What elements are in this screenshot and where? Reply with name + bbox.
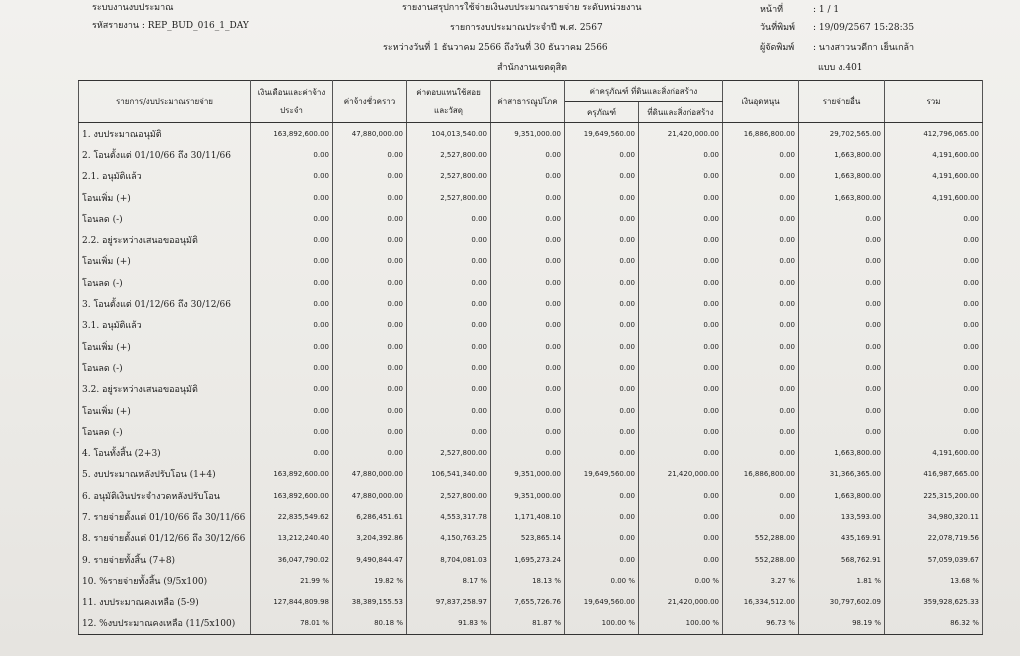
cell-value: 0.00 [491, 336, 565, 357]
cell-value: 0.00 [407, 208, 491, 229]
cell-value: 0.00 [333, 379, 407, 400]
cell-value: 78.01 % [251, 613, 333, 635]
cell-value: 4,191,600.00 [885, 187, 983, 208]
cell-value: 19,649,560.00 [565, 123, 639, 145]
cell-value: 163,892,600.00 [251, 464, 333, 485]
cell-value: 13,212,240.40 [251, 528, 333, 549]
col-header-utilities: ค่าสาธารณูปโภค [491, 81, 565, 123]
table-row [79, 187, 983, 208]
cell-value: 18.13 % [491, 570, 565, 591]
table-row [79, 251, 983, 272]
row-label: 3.1. อนุมัติแล้ว [79, 315, 251, 336]
row-label: โอนลด (-) [79, 421, 251, 442]
cell-value: 0.00 [723, 208, 799, 229]
cell-value: 0.00 [639, 187, 723, 208]
cell-value: 0.00 [251, 166, 333, 187]
printer-label: ผู้จัดพิมพ์ [760, 43, 795, 53]
cell-value: 0.00 [491, 379, 565, 400]
row-label: 2. โอนตั้งแต่ 01/10/66 ถึง 30/11/66 [79, 144, 251, 165]
cell-value: 0.00 [799, 293, 885, 314]
cell-value: 0.00 [799, 400, 885, 421]
cell-value: 0.00 [799, 379, 885, 400]
cell-value: 100.00 % [565, 613, 639, 635]
cell-value: 0.00 [251, 379, 333, 400]
cell-value: 0.00 % [565, 570, 639, 591]
cell-value: 0.00 [565, 442, 639, 463]
cell-value: 0.00 [639, 336, 723, 357]
cell-value: 0.00 [407, 229, 491, 250]
col-header-equipment: ครุภัณฑ์ [565, 102, 639, 123]
cell-value: 0.00 [639, 421, 723, 442]
table-row [79, 506, 983, 527]
cell-value: 0.00 [491, 208, 565, 229]
system-name: ระบบงานงบประมาณ [92, 3, 174, 13]
cell-value: 4,553,317.78 [407, 506, 491, 527]
cell-value: 0.00 [885, 421, 983, 442]
cell-value: 0.00 [723, 400, 799, 421]
cell-value: 0.00 [639, 251, 723, 272]
table-row [79, 272, 983, 293]
cell-value: 0.00 [799, 272, 885, 293]
row-label: 3. โอนตั้งแต่ 01/12/66 ถึง 30/12/66 [79, 293, 251, 314]
cell-value: 3,204,392.86 [333, 528, 407, 549]
cell-value: 96.73 % [723, 613, 799, 635]
cell-value: 0.00 [565, 379, 639, 400]
cell-value: 0.00 [639, 379, 723, 400]
cell-value: 16,886,800.00 [723, 464, 799, 485]
cell-value: 552,288.00 [723, 528, 799, 549]
cell-value: 416,987,665.00 [885, 464, 983, 485]
cell-value: 16,886,800.00 [723, 123, 799, 145]
cell-value: 0.00 [639, 315, 723, 336]
table-row [79, 229, 983, 250]
cell-value: 0.00 [723, 336, 799, 357]
table-row [79, 592, 983, 613]
cell-value: 0.00 [799, 336, 885, 357]
cell-value: 47,880,000.00 [333, 464, 407, 485]
cell-value: 0.00 [799, 208, 885, 229]
cell-value: 36,047,790.02 [251, 549, 333, 570]
cell-value: 0.00 [639, 485, 723, 506]
col-header-subsidy: เงินอุดหนุน [723, 81, 799, 123]
cell-value: 9,351,000.00 [491, 485, 565, 506]
cell-value: 0.00 [885, 315, 983, 336]
row-label: โอนเพิ่ม (+) [79, 336, 251, 357]
cell-value: 0.00 [333, 251, 407, 272]
cell-value: 0.00 [333, 229, 407, 250]
cell-value: 0.00 [251, 293, 333, 314]
cell-value: 0.00 [251, 187, 333, 208]
table-row [79, 315, 983, 336]
cell-value: 86.32 % [885, 613, 983, 635]
report-subtitle: รายการงบประมาณประจำปี พ.ศ. 2567 [450, 23, 603, 33]
cell-value: 0.00 [333, 357, 407, 378]
cell-value: 0.00 [885, 251, 983, 272]
col-header-other: รายจ่ายอื่น [799, 81, 885, 123]
col-header-group-assets: ค่าครุภัณฑ์ ที่ดินและสิ่งก่อสร้าง [565, 81, 723, 102]
cell-value: 0.00 [333, 293, 407, 314]
cell-value: 106,541,340.00 [407, 464, 491, 485]
cell-value: 0.00 [885, 229, 983, 250]
cell-value: 552,288.00 [723, 549, 799, 570]
cell-value: 9,351,000.00 [491, 464, 565, 485]
cell-value: 0.00 [251, 272, 333, 293]
table-row [79, 485, 983, 506]
row-label: โอนลด (-) [79, 357, 251, 378]
cell-value: 91.83 % [407, 613, 491, 635]
cell-value: 0.00 [251, 400, 333, 421]
cell-value: 1,663,800.00 [799, 485, 885, 506]
cell-value: 0.00 [723, 315, 799, 336]
cell-value: 0.00 [639, 528, 723, 549]
row-label: โอนเพิ่ม (+) [79, 187, 251, 208]
col-header-item: รายการ/งบประมาณรายจ่าย [79, 81, 251, 123]
cell-value: 0.00 [565, 166, 639, 187]
cell-value: 0.00 [723, 485, 799, 506]
cell-value: 0.00 [407, 379, 491, 400]
cell-value: 0.00 [251, 229, 333, 250]
cell-value: 9,490,844.47 [333, 549, 407, 570]
cell-value: 1,663,800.00 [799, 187, 885, 208]
cell-value: 0.00 [639, 293, 723, 314]
cell-value: 0.00 [491, 272, 565, 293]
col-header-temp-wage: ค่าจ้างชั่วคราว [333, 81, 407, 123]
cell-value: 0.00 % [639, 570, 723, 591]
cell-value: 0.00 [639, 272, 723, 293]
cell-value: 0.00 [565, 229, 639, 250]
cell-value: 6,286,451.61 [333, 506, 407, 527]
cell-value: 0.00 [723, 293, 799, 314]
cell-value: 0.00 [565, 357, 639, 378]
cell-value: 0.00 [885, 272, 983, 293]
cell-value: 100.00 % [639, 613, 723, 635]
row-label: 11. งบประมาณคงเหลือ (5-9) [79, 592, 251, 613]
cell-value: 29,702,565.00 [799, 123, 885, 145]
col-header-land-building: ที่ดินและสิ่งก่อสร้าง [639, 102, 723, 123]
cell-value: 0.00 [565, 421, 639, 442]
cell-value: 0.00 [333, 400, 407, 421]
cell-value: 0.00 [333, 272, 407, 293]
cell-value: 0.00 [565, 251, 639, 272]
cell-value: 523,865.14 [491, 528, 565, 549]
row-label: 2.1. อนุมัติแล้ว [79, 166, 251, 187]
cell-value: 0.00 [333, 315, 407, 336]
cell-value: 0.00 [251, 336, 333, 357]
col-header-salary: เงินเดือนและค่าจ้างประจำ [251, 81, 333, 123]
budget-summary-table [78, 80, 983, 635]
cell-value: 0.00 [251, 144, 333, 165]
cell-value: 2,527,800.00 [407, 144, 491, 165]
cell-value: 0.00 [723, 442, 799, 463]
cell-value: 22,835,549.62 [251, 506, 333, 527]
page-label: หน้าที่ [760, 5, 784, 15]
cell-value: 0.00 [565, 485, 639, 506]
table-row [79, 293, 983, 314]
cell-value: 0.00 [565, 506, 639, 527]
cell-value: 0.00 [491, 357, 565, 378]
form-code: แบบ ง.401 [818, 63, 863, 73]
row-label: 7. รายจ่ายตั้งแต่ 01/10/66 ถึง 30/11/66 [79, 506, 251, 527]
print-date-value: : 19/09/2567 15:28:35 [813, 23, 915, 33]
cell-value: 0.00 [407, 357, 491, 378]
table-row [79, 336, 983, 357]
cell-value: 359,928,625.33 [885, 592, 983, 613]
cell-value: 21,420,000.00 [639, 123, 723, 145]
cell-value: 0.00 [251, 315, 333, 336]
table-row [79, 400, 983, 421]
cell-value: 0.00 [565, 400, 639, 421]
cell-value: 3.27 % [723, 570, 799, 591]
table-row [79, 144, 983, 165]
cell-value: 0.00 [491, 442, 565, 463]
cell-value: 133,593.00 [799, 506, 885, 527]
row-label: โอนเพิ่ม (+) [79, 400, 251, 421]
cell-value: 7,655,726.76 [491, 592, 565, 613]
row-label: 9. รายจ่ายทั้งสิ้น (7+8) [79, 549, 251, 570]
table-row [79, 379, 983, 400]
cell-value: 412,796,065.00 [885, 123, 983, 145]
cell-value: 0.00 [407, 315, 491, 336]
cell-value: 0.00 [491, 166, 565, 187]
cell-value: 47,880,000.00 [333, 485, 407, 506]
table-row [79, 123, 983, 145]
print-date-label: วันที่พิมพ์ [760, 23, 795, 33]
table-row [79, 421, 983, 442]
cell-value: 0.00 [251, 357, 333, 378]
table-row [79, 613, 983, 635]
row-label: 6. อนุมัติเงินประจำงวดหลังปรับโอน [79, 485, 251, 506]
cell-value: 163,892,600.00 [251, 485, 333, 506]
cell-value: 30,797,602.09 [799, 592, 885, 613]
cell-value: 0.00 [723, 421, 799, 442]
row-label: โอนเพิ่ม (+) [79, 251, 251, 272]
cell-value: 0.00 [491, 400, 565, 421]
cell-value: 4,150,763.25 [407, 528, 491, 549]
cell-value: 22,078,719.56 [885, 528, 983, 549]
cell-value: 0.00 [251, 208, 333, 229]
cell-value: 0.00 [723, 251, 799, 272]
table-row [79, 442, 983, 463]
cell-value: 0.00 [639, 549, 723, 570]
cell-value: 0.00 [407, 251, 491, 272]
table-row [79, 549, 983, 570]
cell-value: 0.00 [491, 187, 565, 208]
cell-value: 0.00 [491, 293, 565, 314]
row-label: โอนลด (-) [79, 272, 251, 293]
report-period: ระหว่างวันที่ 1 ธันวาคม 2566 ถึงวันที่ 30 ธันวาคม 2566 [383, 43, 608, 53]
report-code: รหัสรายงาน : REP_BUD_016_1_DAY [92, 21, 249, 31]
cell-value: 16,334,512.00 [723, 592, 799, 613]
cell-value: 9,351,000.00 [491, 123, 565, 145]
cell-value: 2,527,800.00 [407, 187, 491, 208]
row-label: 8. รายจ่ายตั้งแต่ 01/12/66 ถึง 30/12/66 [79, 528, 251, 549]
row-label: 4. โอนทั้งสิ้น (2+3) [79, 442, 251, 463]
cell-value: 0.00 [799, 251, 885, 272]
cell-value: 0.00 [723, 229, 799, 250]
cell-value: 21.99 % [251, 570, 333, 591]
cell-value: 225,315,200.00 [885, 485, 983, 506]
cell-value: 97,837,258.97 [407, 592, 491, 613]
cell-value: 0.00 [407, 272, 491, 293]
cell-value: 0.00 [251, 421, 333, 442]
cell-value: 0.00 [799, 421, 885, 442]
cell-value: 0.00 [639, 400, 723, 421]
cell-value: 0.00 [565, 293, 639, 314]
cell-value: 4,191,600.00 [885, 166, 983, 187]
cell-value: 0.00 [565, 144, 639, 165]
cell-value: 8.17 % [407, 570, 491, 591]
cell-value: 0.00 [639, 208, 723, 229]
cell-value: 0.00 [333, 144, 407, 165]
table-header-row [79, 81, 983, 102]
table-body [79, 123, 983, 635]
cell-value: 0.00 [723, 506, 799, 527]
table-row [79, 357, 983, 378]
cell-value: 0.00 [799, 357, 885, 378]
cell-value: 0.00 [723, 379, 799, 400]
cell-value: 1,663,800.00 [799, 166, 885, 187]
row-label: 2.2. อยู่ระหว่างเสนอขออนุมัติ [79, 229, 251, 250]
cell-value: 0.00 [491, 144, 565, 165]
cell-value: 0.00 [251, 442, 333, 463]
cell-value: 0.00 [639, 442, 723, 463]
cell-value: 2,527,800.00 [407, 442, 491, 463]
cell-value: 0.00 [333, 187, 407, 208]
table-row [79, 528, 983, 549]
cell-value: 21,420,000.00 [639, 592, 723, 613]
cell-value: 0.00 [723, 357, 799, 378]
printer-value: : นางสาวนวดีกา เย็นเกล้า [813, 43, 915, 53]
col-header-compensation: ค่าตอบแทนใช้สอยและวัสดุ [407, 81, 491, 123]
cell-value: 0.00 [723, 144, 799, 165]
row-label: 10. %รายจ่ายทั้งสิ้น (9/5x100) [79, 570, 251, 591]
cell-value: 19.82 % [333, 570, 407, 591]
table-row [79, 166, 983, 187]
cell-value: 435,169.91 [799, 528, 885, 549]
row-label: 1. งบประมาณอนุมัติ [79, 123, 251, 145]
cell-value: 127,844,809.98 [251, 592, 333, 613]
cell-value: 80.18 % [333, 613, 407, 635]
cell-value: 81.87 % [491, 613, 565, 635]
cell-value: 2,527,800.00 [407, 166, 491, 187]
report-title: รายงานสรุปการใช้จ่ายเงินงบประมาณรายจ่าย ระดับหน่วยงาน [402, 3, 642, 13]
cell-value: 1,171,408.10 [491, 506, 565, 527]
cell-value: 0.00 [799, 315, 885, 336]
cell-value: 2,527,800.00 [407, 485, 491, 506]
cell-value: 0.00 [723, 166, 799, 187]
cell-value: 21,420,000.00 [639, 464, 723, 485]
cell-value: 0.00 [723, 272, 799, 293]
cell-value: 0.00 [565, 208, 639, 229]
cell-value: 0.00 [333, 336, 407, 357]
cell-value: 0.00 [885, 336, 983, 357]
cell-value: 163,892,600.00 [251, 123, 333, 145]
col-header-total: รวม [885, 81, 983, 123]
cell-value: 98.19 % [799, 613, 885, 635]
table-row [79, 464, 983, 485]
cell-value: 31,366,365.00 [799, 464, 885, 485]
cell-value: 0.00 [639, 357, 723, 378]
cell-value: 8,704,081.03 [407, 549, 491, 570]
cell-value: 0.00 [639, 229, 723, 250]
page-value: : 1 / 1 [813, 5, 840, 15]
cell-value: 0.00 [565, 336, 639, 357]
cell-value: 0.00 [565, 187, 639, 208]
cell-value: 0.00 [407, 421, 491, 442]
cell-value: 0.00 [333, 442, 407, 463]
cell-value: 0.00 [639, 144, 723, 165]
cell-value: 0.00 [639, 506, 723, 527]
cell-value: 38,389,155.53 [333, 592, 407, 613]
office-name: สำนักงานเขตดุสิต [497, 63, 568, 73]
cell-value: 1,663,800.00 [799, 144, 885, 165]
cell-value: 0.00 [491, 229, 565, 250]
cell-value: 0.00 [333, 208, 407, 229]
cell-value: 1,695,273.24 [491, 549, 565, 570]
cell-value: 0.00 [333, 166, 407, 187]
cell-value: 0.00 [885, 208, 983, 229]
cell-value: 1.81 % [799, 570, 885, 591]
cell-value: 568,762.91 [799, 549, 885, 570]
cell-value: 0.00 [885, 357, 983, 378]
cell-value: 0.00 [407, 336, 491, 357]
row-label: 3.2. อยู่ระหว่างเสนอขออนุมัติ [79, 379, 251, 400]
cell-value: 0.00 [565, 549, 639, 570]
cell-value: 0.00 [723, 187, 799, 208]
table-row [79, 570, 983, 591]
cell-value: 0.00 [251, 251, 333, 272]
row-label: 5. งบประมาณหลังปรับโอน (1+4) [79, 464, 251, 485]
cell-value: 0.00 [333, 421, 407, 442]
cell-value: 19,649,560.00 [565, 592, 639, 613]
cell-value: 104,013,540.00 [407, 123, 491, 145]
cell-value: 0.00 [885, 293, 983, 314]
cell-value: 0.00 [407, 293, 491, 314]
cell-value: 0.00 [565, 528, 639, 549]
cell-value: 1,663,800.00 [799, 442, 885, 463]
cell-value: 47,880,000.00 [333, 123, 407, 145]
row-label: โอนลด (-) [79, 208, 251, 229]
cell-value: 4,191,600.00 [885, 442, 983, 463]
cell-value: 0.00 [565, 315, 639, 336]
cell-value: 0.00 [885, 400, 983, 421]
cell-value: 57,059,039.67 [885, 549, 983, 570]
cell-value: 34,980,320.11 [885, 506, 983, 527]
cell-value: 0.00 [491, 315, 565, 336]
cell-value: 13.68 % [885, 570, 983, 591]
cell-value: 0.00 [565, 272, 639, 293]
cell-value: 0.00 [885, 379, 983, 400]
cell-value: 0.00 [491, 251, 565, 272]
cell-value: 0.00 [799, 229, 885, 250]
cell-value: 4,191,600.00 [885, 144, 983, 165]
table-row [79, 208, 983, 229]
cell-value: 19,649,560.00 [565, 464, 639, 485]
cell-value: 0.00 [407, 400, 491, 421]
row-label: 12. %งบประมาณคงเหลือ (11/5x100) [79, 613, 251, 635]
cell-value: 0.00 [639, 166, 723, 187]
cell-value: 0.00 [491, 421, 565, 442]
